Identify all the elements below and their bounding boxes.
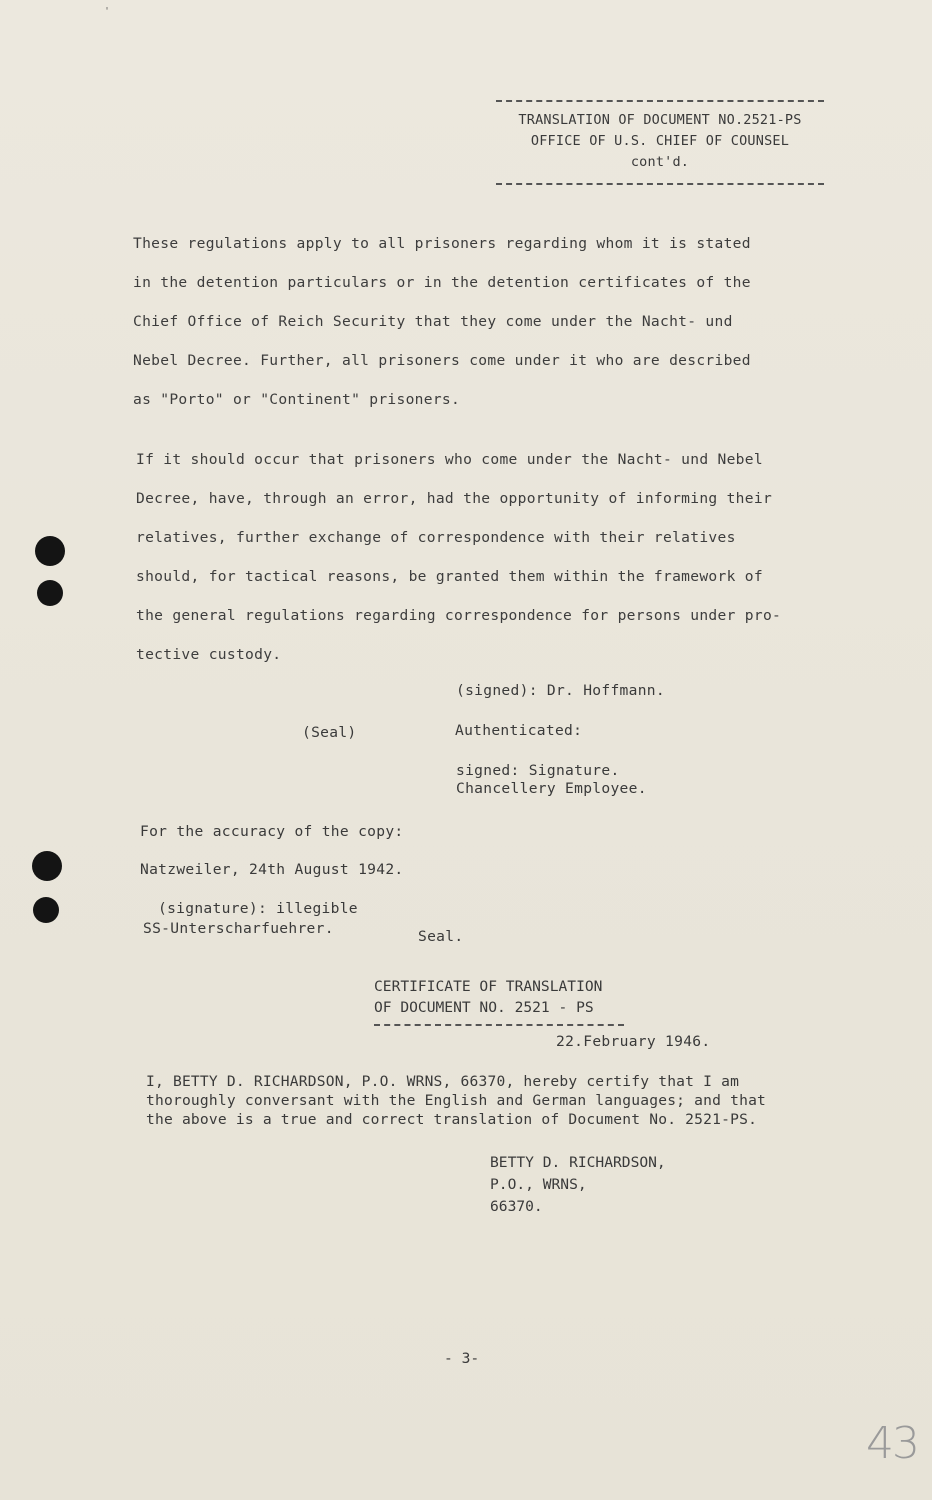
punch-hole (33, 897, 59, 923)
seal-stamp: Seal. (418, 928, 464, 945)
paragraph-line: Chief Office of Reich Security that they come under the Nacht- und (133, 313, 733, 330)
signed-hoffmann: (signed): Dr. Hoffmann. (456, 682, 665, 699)
chancellery-employee: Chancellery Employee. (456, 780, 647, 797)
punch-hole (37, 580, 63, 606)
paragraph-line: If it should occur that prisoners who come under the Nacht- und Nebel (136, 451, 763, 468)
seal-label: (Seal) (302, 724, 357, 741)
page-number: - 3- (444, 1350, 480, 1367)
paragraph-line: Nebel Decree. Further, all prisoners come under it who are described (133, 352, 751, 369)
header-line-3: cont'd. (630, 154, 690, 170)
certificate-body-line: the above is a true and correct translation of Document No. 2521-PS. (146, 1111, 758, 1128)
header-line-1: TRANSLATION OF DOCUMENT NO.2521-PS (518, 112, 802, 128)
document-header (496, 100, 824, 185)
translator-rank: P.O., WRNS, (490, 1176, 587, 1193)
header-rule-bottom (496, 183, 824, 185)
certificate-body-line: thoroughly conversant with the English and German languages; and that (146, 1092, 767, 1109)
paragraph-line: the general regulations regarding correspondence for persons under pro- (136, 607, 782, 624)
certificate-rule (374, 1024, 624, 1026)
header-rule-top (496, 100, 824, 102)
paragraph-2 (136, 440, 781, 674)
paragraph-line: These regulations apply to all prisoners regarding whom it is stated (133, 235, 751, 252)
accuracy-line: For the accuracy of the copy: (140, 823, 404, 840)
certificate-body (146, 1072, 766, 1129)
paragraph-line: should, for tactical reasons, be granted them within the framework of (136, 568, 763, 585)
punch-hole (35, 536, 65, 566)
ss-rank: SS-Unterscharfuehrer. (143, 920, 334, 937)
paragraph-line: tective custody. (136, 646, 282, 663)
certificate-body-line: I, BETTY D. RICHARDSON, P.O. WRNS, 66370, hereby certify that I am (146, 1073, 740, 1090)
folio-number: 43 (866, 1418, 918, 1469)
paragraph-line: in the detention particulars or in the detention certificates of the (133, 274, 751, 291)
translator-name: BETTY D. RICHARDSON, (490, 1154, 666, 1171)
specks: ' (104, 6, 111, 17)
punch-hole (32, 851, 62, 881)
certificate-title-line-1: CERTIFICATE OF TRANSLATION (374, 978, 603, 995)
translator-number: 66370. (490, 1198, 543, 1215)
certificate-title-line-2: OF DOCUMENT NO. 2521 - PS (374, 999, 594, 1016)
authenticated-label: Authenticated: (455, 722, 583, 739)
place-date: Natzweiler, 24th August 1942. (140, 861, 404, 878)
paragraph-line: Decree, have, through an error, had the opportunity of informing their (136, 490, 773, 507)
certificate-date: 22.February 1946. (556, 1033, 711, 1050)
translator-signature-block (490, 1152, 666, 1218)
signed-signature: signed: Signature. (456, 762, 620, 779)
illegible-signature: (signature): illegible (158, 900, 358, 917)
header-line-2: OFFICE OF U.S. CHIEF OF COUNSEL (530, 133, 790, 149)
paragraph-line: as "Porto" or "Continent" prisoners. (133, 391, 461, 408)
paragraph-1 (133, 224, 751, 419)
certificate-title (374, 976, 602, 1018)
paragraph-line: relatives, further exchange of correspondence with their relatives (136, 529, 736, 546)
